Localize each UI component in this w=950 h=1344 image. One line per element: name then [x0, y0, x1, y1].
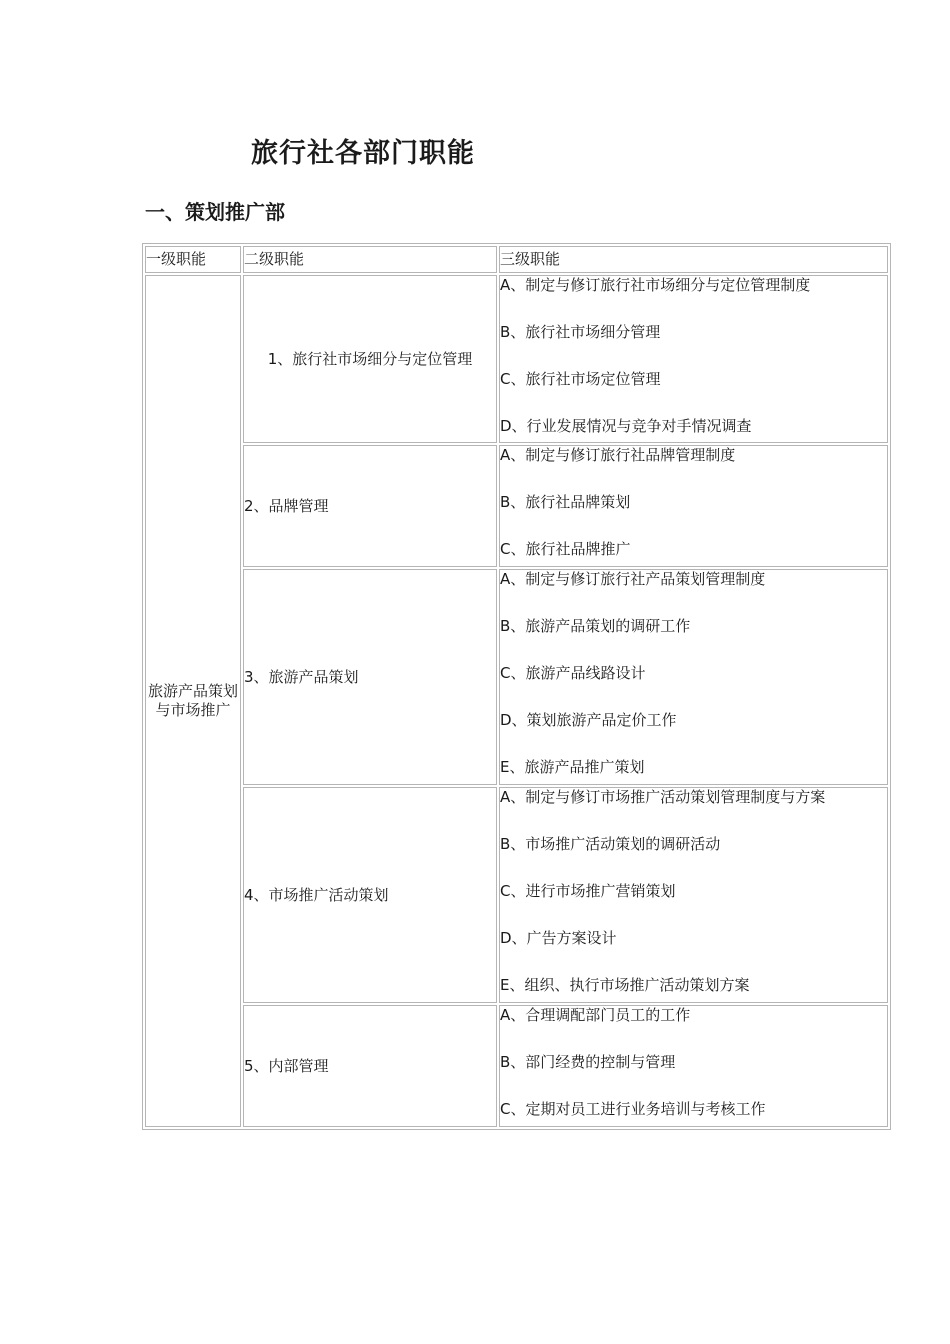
section-heading: 一、策划推广部 — [145, 200, 285, 224]
level2-cell: 3、旅游产品策划 — [243, 569, 497, 785]
level3-item: E、组织、执行市场推广活动策划方案 — [500, 976, 750, 994]
level3-item: D、策划旅游产品定价工作 — [500, 711, 677, 729]
level3-item: B、旅行社市场细分管理 — [500, 323, 661, 341]
level3-item: B、部门经费的控制与管理 — [500, 1053, 676, 1071]
page-title: 旅行社各部门职能 — [251, 138, 475, 169]
header-level2: 二级职能 — [243, 246, 497, 273]
level3-cell — [499, 1005, 888, 1127]
level3-item: C、进行市场推广营销策划 — [500, 882, 676, 900]
level3-item: D、行业发展情况与竞争对手情况调查 — [500, 417, 752, 435]
level2-cell: 2、品牌管理 — [243, 445, 497, 567]
level3-item: B、旅游产品策划的调研工作 — [500, 617, 691, 635]
level3-item: A、制定与修订旅行社产品策划管理制度 — [500, 570, 766, 588]
level3-item: A、制定与修订市场推广活动策划管理制度与方案 — [500, 788, 826, 806]
level3-item: A、制定与修订旅行社市场细分与定位管理制度 — [500, 276, 811, 294]
level3-cell — [499, 569, 888, 785]
level3-item: C、旅行社品牌推广 — [500, 540, 631, 558]
level2-cell: 4、市场推广活动策划 — [243, 787, 497, 1003]
level1-cell: 旅游产品策划与市场推广 — [145, 275, 241, 1127]
level3-item: C、旅行社市场定位管理 — [500, 370, 661, 388]
level3-item: C、定期对员工进行业务培训与考核工作 — [500, 1100, 766, 1118]
table-header-row — [145, 246, 888, 273]
level3-cell — [499, 275, 888, 443]
table-row — [145, 1005, 888, 1127]
table-row — [145, 787, 888, 1003]
level3-item: B、市场推广活动策划的调研活动 — [500, 835, 721, 853]
level3-item: A、合理调配部门员工的工作 — [500, 1006, 691, 1024]
level3-item: E、旅游产品推广策划 — [500, 758, 645, 776]
header-level3: 三级职能 — [499, 246, 888, 273]
level3-item: D、广告方案设计 — [500, 929, 617, 947]
level3-item: C、旅游产品线路设计 — [500, 664, 646, 682]
level3-cell — [499, 445, 888, 567]
level3-item: B、旅行社品牌策划 — [500, 493, 631, 511]
header-level1: 一级职能 — [145, 246, 241, 273]
table-row — [145, 445, 888, 567]
function-table — [142, 243, 891, 1130]
table-row — [145, 569, 888, 785]
level2-cell: 1、旅行社市场细分与定位管理 — [243, 275, 497, 443]
level3-cell — [499, 787, 888, 1003]
level2-cell: 5、内部管理 — [243, 1005, 497, 1127]
table-row — [145, 275, 888, 443]
level3-item: A、制定与修订旅行社品牌管理制度 — [500, 446, 736, 464]
